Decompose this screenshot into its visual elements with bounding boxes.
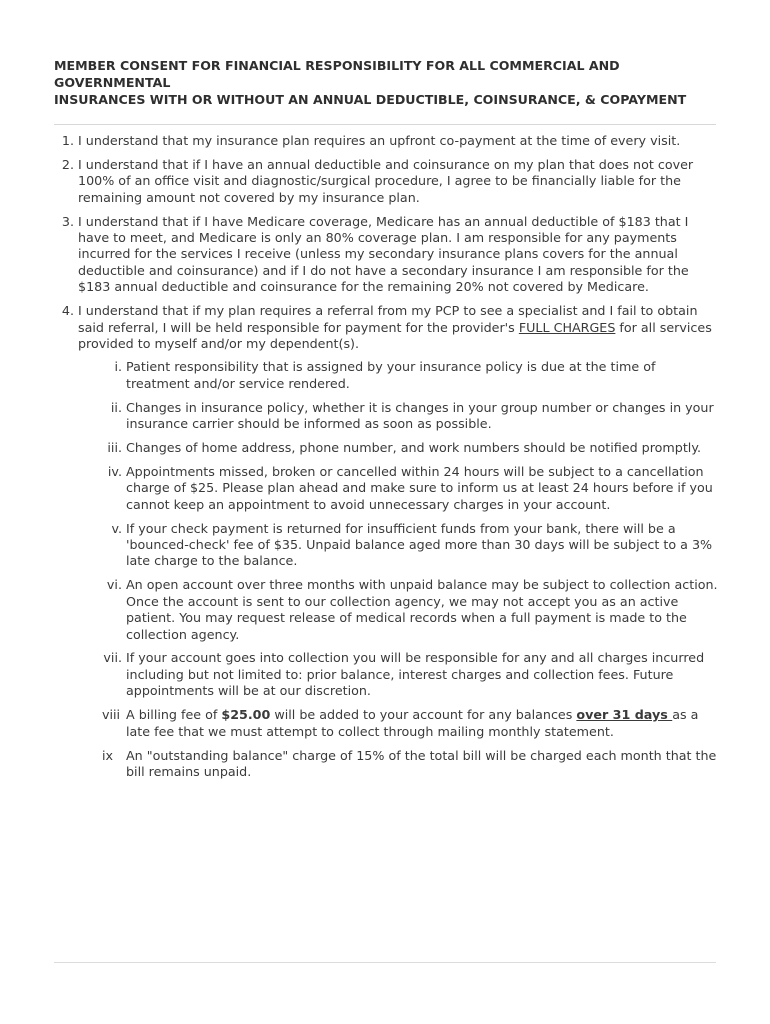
- subitem-text-c: as a late fee that we must attempt to collect through mailing monthly statement.: [126, 707, 699, 739]
- policy-item-iii: [78, 440, 718, 456]
- subitem-text: Changes of home address, phone number, and work numbers should be notified promptly.: [126, 440, 702, 455]
- policy-item-iv: [78, 464, 718, 513]
- subitem-text: If your check payment is returned for insufficient funds from your bank, there will be a 'bounced-check' fee of $35. Unpaid balance aged more than 30 days will be subject to a 3% late charge to the balance.: [126, 520, 713, 569]
- item-number: 2.: [61, 156, 74, 172]
- item-text-before: I understand that if my plan requires a referral from my PCP to see a specialist and I fail to obtain said referral, I will be held responsible for payment for the provider's: [78, 303, 698, 335]
- subitem-text: Appointments missed, broken or cancelled within 24 hours will be subject to a cancellation charge of $25. Please plan ahead and make sure to inform us at least 24 hours before if you cannot keep an appointment to avoid unnecessary charges in your account.: [126, 463, 713, 512]
- item-number: 4.: [61, 303, 74, 319]
- item-text: I understand that if I have Medicare coverage, Medicare has an annual deductible of $183 that I have to meet, and Medicare is only an 80% coverage plan. I am responsible for any payments incurred for the services I receive (unless my secondary insurance plans covers for the annual deductible and coinsurance) and if I do not have a secondary insurance I am responsible for the $183 annual deductible and coinsurance for the remaining 20% not covered by Medicare.: [78, 213, 689, 295]
- subitem-text: Patient responsibility that is assigned by your insurance policy is due at the time of treatment and/or service rendered.: [126, 359, 656, 391]
- policy-item-i: [78, 359, 718, 392]
- policy-item-ii: [78, 400, 718, 433]
- footer-divider: [54, 962, 716, 963]
- billing-fee-amount: $25.00: [221, 707, 271, 723]
- policy-item-vi: [78, 577, 718, 643]
- subitem-number: i.: [114, 359, 122, 375]
- subitem-number: ix: [102, 747, 114, 763]
- subitem-number: ii.: [110, 399, 122, 415]
- document-title: [54, 57, 694, 108]
- item-text: I understand that my insurance plan requires an upfront co-payment at the time of every visit.: [78, 133, 681, 148]
- subitem-text-b: will be added to your account for any balances: [270, 707, 577, 723]
- subitem-text: Changes in insurance policy, whether it is changes in your group number or changes in your insurance carrier should be informed as soon as possible.: [126, 399, 714, 432]
- full-charges-term: FULL CHARGES: [518, 319, 616, 335]
- policy-sublist: [78, 359, 718, 780]
- subitem-text-a: A billing fee of: [126, 707, 222, 723]
- subitem-text: An open account over three months with unpaid balance may be subject to collection action. Once the account is sent to our collection agency, we may not accept you as an active patient. You may request release of medical records when a full payment is made to the collection agency.: [126, 577, 718, 642]
- item-text: I understand that if I have an annual deductible and coinsurance on my plan that does not cover 100% of an office visit and diagnostic/surgical procedure, I agree to be financially liable for the remaining amount not covered by my insurance plan.: [78, 156, 694, 205]
- subitem-number: v.: [111, 520, 122, 536]
- title-line-1: MEMBER CONSENT FOR FINANCIAL RESPONSIBILITY FOR ALL COMMERCIAL AND GOVERNMENTAL: [54, 58, 620, 90]
- consent-item-4: [54, 303, 718, 780]
- subitem-number: viii: [102, 707, 121, 723]
- subitem-text: An "outstanding balance" charge of 15% of the total bill will be charged each month that the bill remains unpaid.: [126, 747, 717, 779]
- subitem-number: iv.: [107, 463, 122, 479]
- policy-item-v: [78, 521, 718, 570]
- item-number: 1.: [61, 133, 74, 148]
- policy-item-viii: [78, 707, 718, 740]
- subitem-number: iii.: [107, 440, 122, 455]
- title-line-2: INSURANCES WITH OR WITHOUT AN ANNUAL DEDUCTIBLE, COINSURANCE, & COPAYMENT: [54, 92, 687, 107]
- policy-item-vii: [78, 650, 718, 699]
- consent-item-3: [54, 214, 718, 296]
- subitem-number: vi.: [106, 577, 122, 593]
- consent-item-1: [54, 133, 718, 149]
- item-text-after: for all services provided to myself and/or my dependent(s).: [78, 319, 712, 351]
- subitem-number: vii.: [103, 650, 122, 666]
- consent-list: [54, 133, 718, 788]
- over-31-days-term: over 31 days: [576, 707, 673, 723]
- policy-item-ix: [78, 748, 718, 781]
- subitem-text: If your account goes into collection you will be responsible for any and all charges incurred including but not limited to: prior balance, interest charges and collection fees. Future appointments will be at our discretion.: [126, 650, 705, 699]
- title-divider: [54, 124, 716, 125]
- consent-item-2: [54, 157, 718, 206]
- item-number: 3.: [61, 213, 74, 229]
